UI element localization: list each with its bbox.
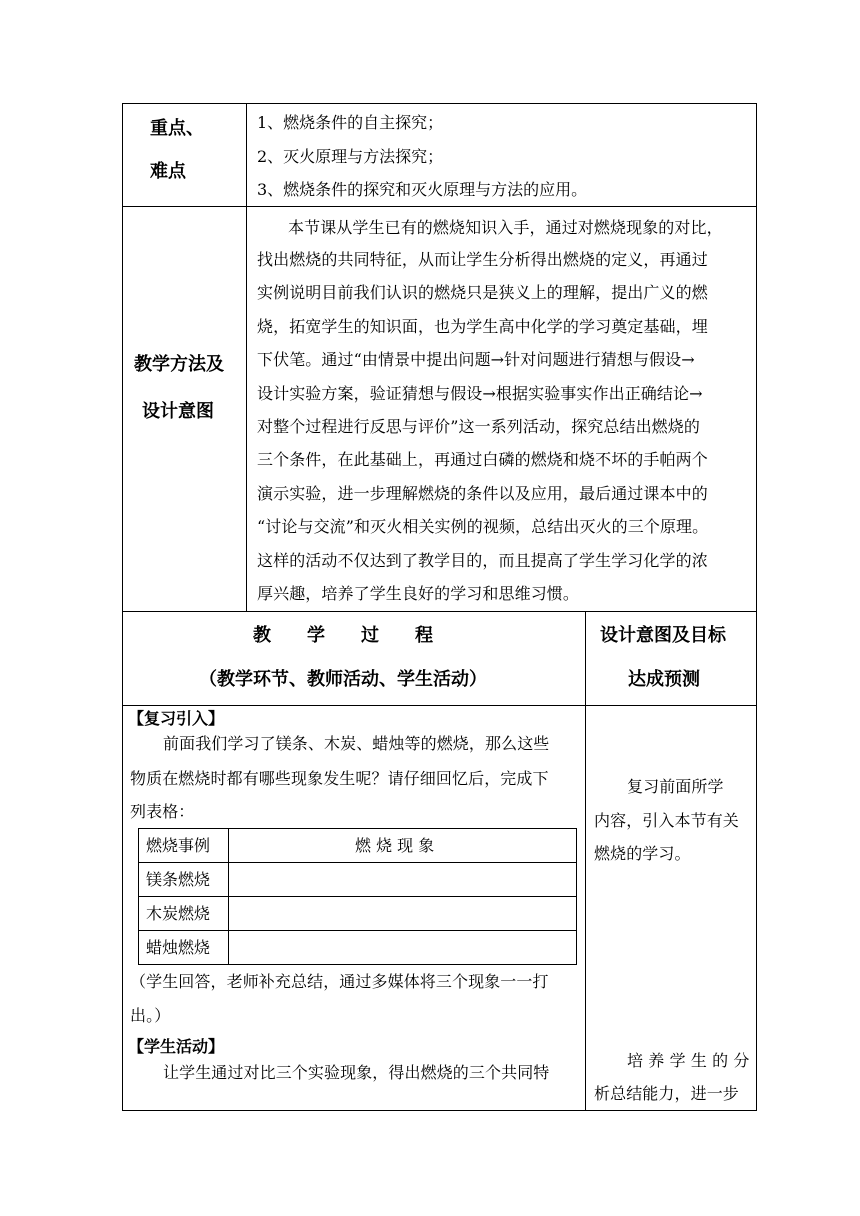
process-note-line: （学生回答，老师补充总结，通过多媒体将三个现象一一打 — [130, 972, 549, 991]
design-intent-line: 析总结能力，进一步 — [594, 1084, 739, 1103]
method-paragraph-line: 设计实验方案，验证猜想与假设→根据实验事实作出正确结论→ — [257, 384, 703, 403]
method-paragraph-line: 这样的活动不仅达到了教学目的，而且提高了学生学习化学的浓 — [257, 551, 708, 570]
design-intent-heading: 达成预测 — [628, 669, 700, 690]
method-label: 设计意图 — [142, 401, 214, 422]
method-paragraph-line: 找出燃烧的共同特征，从而让学生分析得出燃烧的定义，再通过 — [257, 250, 708, 269]
row-divider — [122, 611, 757, 612]
design-intent-line: 燃烧的学习。 — [594, 844, 691, 863]
design-intent-line: 复习前面所学 — [627, 777, 724, 796]
method-paragraph-line: “讨论与交流”和灭火相关实例的视频，总结出灭火的三个原理。 — [257, 517, 709, 536]
process-note-line: 出。） — [130, 1006, 171, 1025]
column-divider — [246, 103, 247, 611]
key-points-label: 重点、 — [150, 118, 204, 139]
table-header-phenomenon: 燃 烧 现 象 — [355, 836, 435, 855]
section-title: 【复习引入】 — [128, 709, 225, 728]
method-paragraph-line: 实例说明目前我们认识的燃烧只是狭义上的理解，提出广义的燃 — [257, 283, 708, 302]
process-line: 列表格： — [130, 802, 195, 821]
process-heading: 教 学 过 程 — [253, 625, 433, 646]
inner-row-divider — [138, 862, 577, 863]
table-row-label: 木炭燃烧 — [146, 904, 211, 923]
column-divider — [585, 611, 586, 1111]
process-subheading: （教学环节、教师活动、学生活动） — [199, 669, 487, 690]
section-title: 【学生活动】 — [128, 1037, 225, 1056]
process-line: 物质在燃烧时都有哪些现象发生呢？请仔细回忆后，完成下 — [130, 769, 549, 788]
method-paragraph-line: 演示实验，进一步理解燃烧的条件以及应用，最后通过课本中的 — [257, 484, 708, 503]
method-paragraph-line: 本节课从学生已有的燃烧知识入手，通过对燃烧现象的对比， — [288, 218, 723, 237]
inner-row-divider — [138, 930, 577, 931]
method-paragraph-line: 烧，拓宽学生的知识面，也为学生高中化学的学习奠定基础，埋 — [257, 317, 708, 336]
inner-row-divider — [138, 896, 577, 897]
method-label: 教学方法及 — [134, 354, 224, 375]
table-header-example: 燃烧事例 — [146, 836, 211, 855]
table-row-label: 镁条燃烧 — [146, 870, 211, 889]
process-line: 前面我们学习了镁条、木炭、蜡烛等的燃烧，那么这些 — [163, 734, 550, 753]
design-intent-line: 培 养 学 生 的 分 — [627, 1051, 750, 1070]
method-paragraph-line: 对整个过程进行反思与评价”这一系列活动，探究总结出燃烧的 — [257, 417, 700, 436]
key-point-item: 1、燃烧条件的自主探究； — [257, 113, 444, 132]
key-points-label: 难点 — [150, 161, 186, 182]
table-row-label: 蜡烛燃烧 — [146, 938, 211, 957]
design-intent-heading: 设计意图及目标 — [600, 625, 726, 646]
row-divider — [122, 705, 757, 706]
method-paragraph-line: 下伏笔。通过“由情景中提出问题→针对问题进行猜想与假设→ — [257, 350, 695, 369]
method-paragraph-line: 三个条件，在此基础上，再通过白磷的燃烧和烧不坏的手帕两个 — [257, 450, 708, 469]
key-point-item: 3、燃烧条件的探究和灭火原理与方法的应用。 — [257, 180, 588, 199]
design-intent-line: 内容，引入本节有关 — [594, 811, 739, 830]
key-point-item: 2、灭火原理与方法探究； — [257, 147, 444, 166]
method-paragraph-line: 厚兴趣，培养了学生良好的学习和思维习惯。 — [257, 584, 580, 603]
row-divider — [122, 206, 757, 207]
process-line: 让学生通过对比三个实验现象，得出燃烧的三个共同特 — [163, 1063, 550, 1082]
